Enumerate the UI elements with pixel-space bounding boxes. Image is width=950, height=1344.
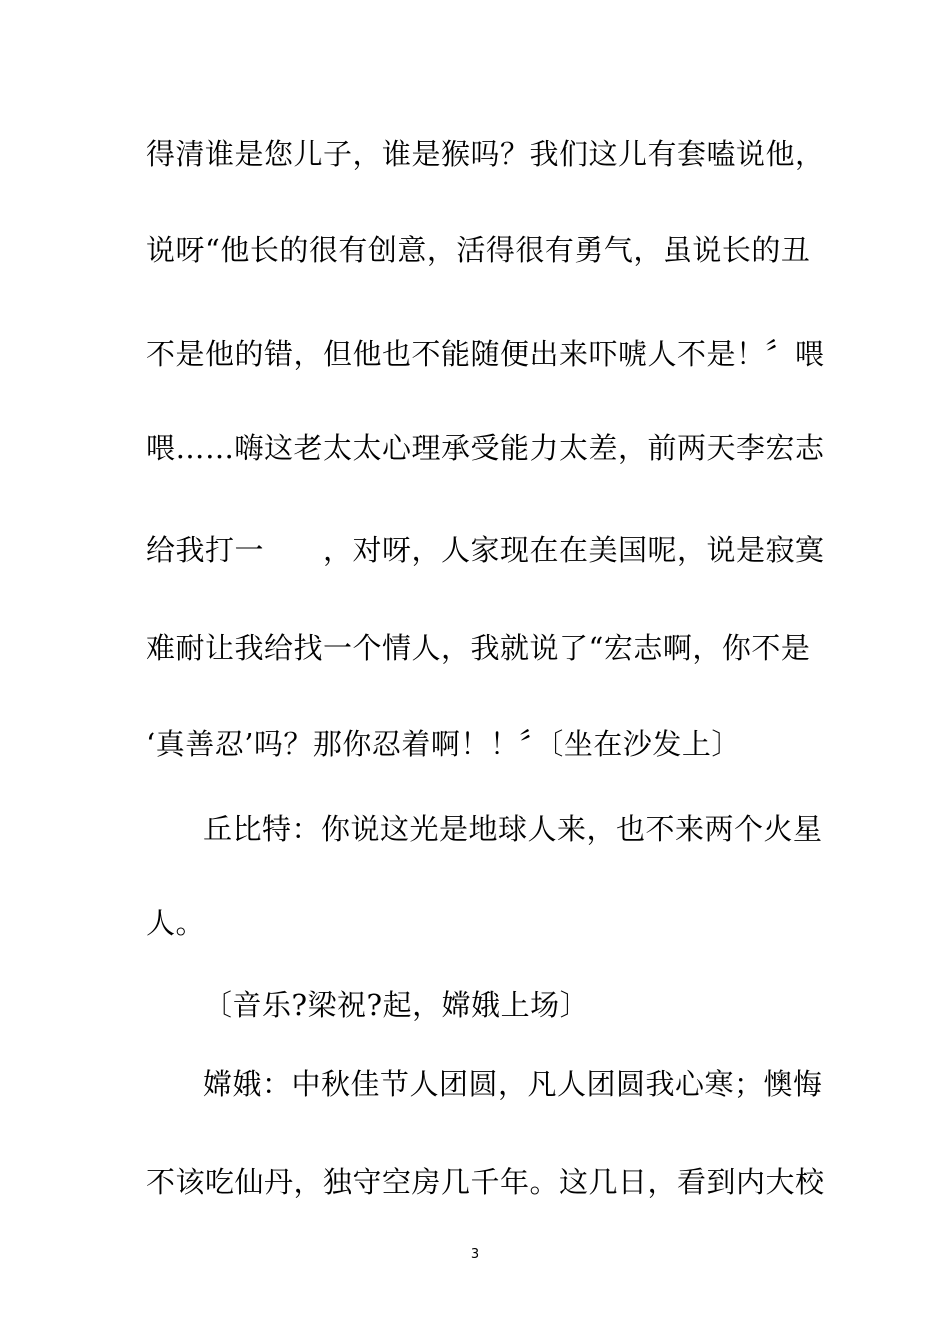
text-line-4: 喂……嗨这老太太心理承受能力太差，前两天李宏志 <box>146 431 825 465</box>
text-line-2: 说呀“他长的很有创意，活得很有勇气，虽说长的丑 <box>146 233 811 267</box>
text-line-11: 嫦娥：中秋佳节人团圆，凡人团圆我心寒；懊悔 <box>203 1067 823 1101</box>
text-line-7: ‘真善忍’吗？那你忍着啊！！〞〔坐在沙发上〕 <box>146 727 741 761</box>
text-line-12: 不该吃仙丹，独守空房几千年。这几日，看到内大校 <box>146 1165 825 1199</box>
text-line-6: 难耐让我给找一个情人，我就说了“宏志啊，你不是 <box>146 631 811 665</box>
text-line-9: 人。 <box>146 906 206 940</box>
text-line-3: 不是他的错，但他也不能随便出来吓唬人不是！〞喂 <box>146 337 825 371</box>
page-number: 3 <box>470 1247 480 1262</box>
stage-direction: 〔音乐?梁祝?起，嫦娥上场〕 <box>203 988 590 1022</box>
text-line-5: 给我打一 ，对呀，人家现在在美国呢，说是寂寞 <box>146 533 825 567</box>
text-line-1: 得清谁是您儿子，谁是猴吗？我们这儿有套嗑说他， <box>146 137 825 171</box>
text-line-8: 丘比特：你说这光是地球人来，也不来两个火星 <box>203 812 823 846</box>
